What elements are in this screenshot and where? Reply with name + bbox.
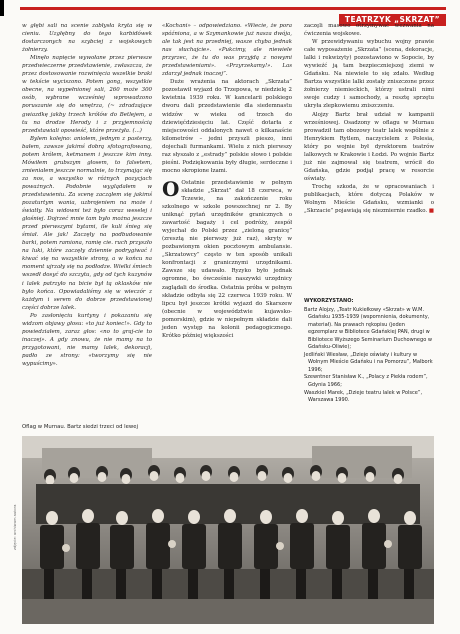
source-item: Szewntner Stanisław K., „Polacy z Piekła rodem”, Gdynia 1966;: [304, 374, 428, 389]
paragraph: Po zasłonięciu kurtyny i pokazaniu się widzom objawy głosu: «to już koniec!». Gdy to powiedziałem, zaraz głos: «no to graj-cie to inaczej». A gdy znowu, że nie mamy na to przygotowani, nie mamy lalek, dekoracji, padło ze strony: «tworzymy się nie wypuścimy».: [22, 312, 152, 367]
photo-credit: zdjęcie: archiwum autora: [13, 504, 17, 550]
source-item: Waszkiel Marek, „Dzieje teatru lalek w Polsce”, Warszawa 1990.: [304, 389, 423, 404]
paragraph: zaczęli masowo otrzymywać wezwania na ćwiczenia wojskowe.: [304, 23, 434, 38]
paragraph-text: Trochę szkoda, że w opracowaniach i publikacjach, które dotyczą Polaków w Wolnym Mieście Gdańsku, wzmianki o „Skrzacie” pojawiają się niezmiernie rzadko.: [304, 183, 434, 215]
article-column-3: [304, 22, 434, 215]
paragraph: W przewidywaniu wybuchu wojny prawie całe wyposażenie „Skrzata” (scena, dekoracje, lalki i rekwizyty) pozostawiono w Sopocie, by wywieźć ją tam bezpieczniejszej ziemi w Gdańsku. Na niewiele to się zdało. Według Bartza wszystkie lalki zostały zniszczone przez żołnierzy niemieckich, którzy ustrali nimi swoje cudzy i samochody, a resztę sprzętu ukryła zlepkowiemu zniszczeniu.: [304, 39, 434, 110]
paragraph: Bylem kolejno: aniołem, jednym z pasterzy, bałem, zawsze jakimś dobrą sfotografowaną, potem królem, ketmanem i jeszcze kim inny. Mówiłem grubszym głosem, to falsetem, zmieniałem jeszcze normalnie, to trzymając się za nos, a wszystko w różnych pozycjach poważnych. Podobnie wyglądałem w przedstawieniu. Za scenę zacząłem się jakimś pozaturtym wania, uzbrojeniem na może i światły. Na widowni też było coraz weselej i głośniej. Dojrzeć mnie tam było można jeszcze przed pierwszymi bytami, ile kuli śnieg się śmiał. Ale jak! Zaczęły na podbudowanie barki, potem ramiona, ramię cie. ruch przyszło na luki, które zaczęły dziennie podrygiwać i kiwać się na wszystkie strony, a w końcu na moment ujrzały się na podłodze. Wielki śmiech wszedł dosyć do szczytu, gdy od tych kuzynów i lalek patrzyło na bicie był tą oklasków nie było końca. Opowiadaliśmy się w wieczór z każdym i serem do dobrze przedstawionej części dobrze lalek.: [22, 135, 152, 311]
page-corner-marker: [0, 0, 4, 16]
section-label: TEATRZYK „SKRZAT”: [339, 14, 446, 26]
drop-cap-letter: O: [162, 176, 180, 201]
sources-list: [304, 298, 434, 405]
paragraph-with-dropcap: [162, 176, 292, 340]
source-item: Jedliński Wiesław, „Dzieje oświaty i kultury w Wolnym Mieście Gdańsku i na Pomorzu”, Malbork 1996;: [304, 351, 433, 373]
paragraph-final: [304, 183, 434, 215]
paragraph: w głębi sali na scenie zabłysła kryta się w cieniu. Uzgłębny do tego karbidówek dostarczonych na szybciej z wojskowych żołnierzy.: [22, 23, 152, 54]
end-of-article-mark: ■: [428, 208, 434, 215]
paragraph: Alojzy Bartz brał udział w kampanii wrześniowej. Osadzony w oflagu w Murnau prowadził tam obozowy teatr lalek wspólnie z Henrykiem Rytlem, naczycielem z Polesia, który po wojnie był dyrektorem teatrów lalkowych w Krakowie i Łodzi. Po wojnie Bartz już nie zajmował się teatrem, wrócił do Gdańska, gdzie podjął pracę w resorcie oświaty.: [304, 111, 434, 182]
photo-caption: Oflag w Murnau. Bartz siedzi trzeci od lewej: [22, 424, 138, 430]
group-photo-image: [22, 436, 434, 624]
group-photo: [22, 436, 434, 624]
sources-title: WYKORZYSTANO:: [304, 298, 354, 304]
article-column-1: [22, 22, 152, 368]
paragraph: «Kochani» – odpowiedziano. «Wiecie, że pora spóźniona, a w Szymankowie już nasza dwója, ale tak jest na przedniej, wasze chyba jednak nas słuchajcie». «Pukcimy, ale niewiele przyrzec, że tu do was przyjdą z nowymi przedstawieniami». «Przyrzekamy!». Las zdarzył jednak inaczej”.: [162, 23, 292, 78]
source-item: Bartz Alojzy, „Teatr Kukiełkowy «Skrzat» w W.M. Gdańsku 1935-1939 (wspomnienia, dokumenty, materiał). Na prawach rękopisu (jeden egzemplarz w Bibliotece Gdańskiej PAN, drugi w Bibliotece Wyższego Seminarium Duchownego w Gdańsku-Oliwie);: [304, 306, 433, 351]
paragraph: Minęło napięcie wywołane przez pierwsze przedwieczerne przedstawienie, zwłaszcza, że przez dostosowanie rozwinięcia wszelkie braki w tekście wyciszono. Potem gong, wszystkie obecne, na wypełnionej sali, 260 może 300 osób, wybrane wcześniej wprowadzono poruszanie się do wnętrza, (~ zdradzające gwiazdkę jakby trzech królów do Betlejem, a tu na drodze Herody i z przyjemnością przedstawiali opowieść, które przeżyła. (...): [22, 55, 152, 134]
paragraph: Duże wrażenia na aktorach „Skrzata” pozostawił wyjazd do Trzepowa, w niedzielę 2 kwietnia 1939 roku. W kancelarii polskiego dworu dali przedstawienie dla siedemnastu widzów w wieku od trzech do dziewięćdziesięciu lat. Część dotarła z miejscowości oddalonych nawet o kilkanaście kilometrów – jedni przyszli pieszo, inni dojechali furmankami. Wielu z nich pierwszy raz słyszało z „estrady” polskie słowo i polskie pieśni. Podziękowania były długie, serdeczne i mocno skropione łzami.: [162, 79, 292, 174]
paragraph-text: Ostatnie przedstawienie w pełnym składzie „Skrzat” dał 18 czerwca, w Tczewie, na zakończenie roku szkolnego w szkole powszechnej nr 2. By uniknąć pytań urzędników granicznych o zawartość bagaży i cel podróży, zespół wyjechał do Polski przez „zieloną granicę” (zresztą nie pierwszy już raz), skryty w pozbawionym okien pocztowym ambulansie. „Skrzatowcy” często w ten sposób unikali konfrontacji z granicznymi urzędnikami. Zawsze się udawało. Ryzyko było jednak ogromne, bo ówcześnie naszywki urzędnicy zaglądali do środka. Ostatnia próba w pełnym składzie odbyła się 22 czerwca 1939 roku. W lipcu był jeszcze krótki wyjazd do Skarszew (obecnie w województwie kujawsko-pomorskim), gdzie w niepełnym składzie dali jeden występ na kolonii pedagogicznego. Krótko później większości: [162, 179, 292, 339]
article-column-2: [162, 22, 292, 340]
